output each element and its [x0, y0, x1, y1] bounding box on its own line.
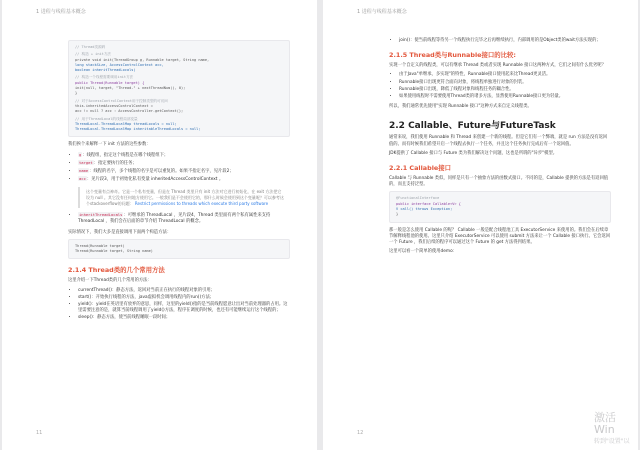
list-item: • yield()：yield在英语里有放弃的意思，同样，这里的yield()指的是当前线程愿意让出对当前处理器的占用。这里需要注意的是，就算当前线程调用了yield()方法，程序在调度的时候，也还有可能继续运行这个线程的；: [78, 302, 290, 314]
code-line: init(null, target, "Thread-" + nextThreadNum(), 0);: [75, 86, 186, 91]
left-page: [2, 0, 317, 450]
code-line: private void init(ThreadGroup g, Runnable target, String name,: [75, 57, 210, 62]
right-page-content: [389, 36, 611, 258]
thread-source-code-block: [68, 40, 290, 137]
callable-paragraph-4: 那一般是怎么使用 Callable 的呢？ Callable 一般是配合线程池工具 ExecutorService 来使用的。我们会在后续章节解释线程池的使用。这里只介绍 ExecutorService 可以使用 submit 方法来让一个 Callable 接口执行。它会返回一个 Future ，我们后续的程序可以通过这个 Future 的 get 方法得到结果。: [389, 227, 611, 246]
code-line: Thread(Runnable target): [75, 243, 125, 248]
callable-paragraph-5: 这里可以看一个简单的使用demo：: [389, 249, 458, 255]
inline-code: inheritThreadLocals: [79, 212, 123, 218]
right-page-header: 1 进程与线程基本概念: [357, 9, 407, 15]
join-list: [389, 38, 611, 44]
left-page-header: 1 进程与线程基本概念: [36, 9, 86, 15]
init-params-list: [68, 152, 290, 184]
code-line: }: [396, 212, 399, 217]
list-item: • 由于Java"单继承，多实现"的特性，Runnable接口使用起来比Thread更灵活。: [399, 72, 611, 78]
list-item-text: ：可继承的 ThreadLocal ，见片段4，Thread 类里面有两个私有属性来支持 ThreadLocal ，我们会在后面的章节介绍 ThreadLocal 的概念。: [78, 213, 271, 225]
section-heading-2-1-5: 2.1.5 Thread类与Runnable接口的比较:: [389, 51, 516, 60]
inline-code: g: [79, 151, 82, 157]
list-item: [78, 160, 290, 167]
list-item-text: ：见片段3，用于初始化私有变量 inheritedAccessControlContext 。: [86, 177, 224, 183]
code-line: // 对于AccessControlContext用于控制类型的可访问: [75, 98, 168, 103]
right-page: [323, 0, 638, 450]
list-item: [78, 152, 290, 159]
list-item: [78, 212, 290, 225]
list-item: • sleep()：静态方法，使当前线程睡眠一段时间；: [78, 315, 290, 321]
inline-code: acc: [79, 176, 86, 182]
callable-paragraph-1: 通常来说，我们使用 Runnable 和 Thread 来创建一个新的线程。但是它们有一个弊端，就是 run 方法是没有返回值的。而有时候我们希望开启一个线程去执行一个任务，并且这个任务执行完成后有一个返回值。: [389, 135, 608, 147]
callable-code-block: [389, 191, 611, 222]
acc-blockquote: [78, 187, 290, 208]
code-line: V call() throws Exception;: [396, 207, 453, 212]
left-page-content: [68, 40, 290, 326]
list-item-text: ：指定要执行的任务；: [93, 160, 137, 166]
right-page-number: 12: [357, 430, 364, 436]
init-params-intro: 我们挨个来解释一下 init 方法的这些参数：: [68, 142, 151, 148]
code-line: ThreadLocal.ThreadLocalMap threadLocals = null;: [75, 121, 177, 126]
list-item: [78, 168, 290, 175]
code-line: ThreadLocal.ThreadLocalMap inheritableThreadLocals = null;: [75, 127, 201, 132]
methods-intro: 这里介绍一下Thread类的几个常用的方法：: [68, 278, 152, 284]
methods-list: [68, 288, 290, 322]
watermark-line-1: 激活 Win: [594, 411, 616, 436]
activation-watermark: [594, 412, 640, 448]
list-item: • join()：使当前线程等待另一个线程执行完毕之后再继续执行，内部调用的是Object类的wait方法实现的；: [399, 38, 611, 44]
blockquote-text: 这个变量有点神奇。它是一个私有变量，但是在 Thread 类里只有 init 方法对它进行初始化，在 exit 方法把它设为 null 。其它没有任何地方使用它。一般我们是不会使用它的，那什么时候会使用到这个变量呢？可以参考这个stackoverflow的问题：: [86, 189, 284, 206]
compare-list: [389, 72, 611, 100]
section-heading-2-2: 2.2 Callable、Future与FutureTask: [389, 121, 556, 132]
inline-code: name: [79, 168, 89, 174]
code-line: acc != null ? acc : AccessController.getContext();: [75, 109, 184, 114]
code-line: public interface Callable<V> {: [396, 201, 461, 206]
list-item: • Runnable接口出现更符合面向对象，将线程单独进行对象的封装。: [399, 80, 611, 86]
list-item: [78, 176, 290, 183]
watermark-line-2: 转到"设置"以: [594, 438, 630, 445]
init-params-list-cont: [68, 212, 290, 225]
stackoverflow-link[interactable]: Restrict permissions to threads which execute third party software: [134, 200, 269, 206]
section-heading-2-1-4: 2.1.4 Thread类的几个常用方法: [68, 266, 165, 275]
list-item-text: ：线程组，指定这个线程是在哪个线程组下；: [82, 152, 169, 158]
list-item: • currentThread()：静态方法，返回对当前正在执行的线程对象的引用；: [78, 288, 290, 294]
code-line: // 构造 + init方法: [75, 52, 112, 57]
compare-intro: 实现一个自定义的线程类，可以有继承 Thread 类或者实现 Runnable 接口这两种方式，它们之间有什么优劣呢？: [389, 63, 606, 69]
code-line: @FunctionalInterface: [396, 196, 440, 201]
code-line: Thread(Runnable target, String name): [75, 249, 153, 254]
left-page-number: 11: [36, 430, 43, 436]
code-line: // 构造一个线程需要调用init方法: [75, 75, 134, 80]
compare-outro: 所以，我们通常优先使用"实现 Runnable 接口"这种方式来自定义线程类。: [389, 104, 532, 110]
code-line: public Thread(Runnable target) {: [75, 80, 145, 85]
list-item-text: ：线程的名字，多个线程的名字是可以重复的。如果不指定名字，见片段2；: [89, 169, 234, 175]
list-item: • 如果使用线程时不需要使用Thread类的诸多方法，显然使用Runnable接口更为轻量。: [399, 94, 611, 100]
code-line: boolean inheritThreadLocals): [75, 68, 136, 73]
constructor-code-block: [68, 239, 290, 260]
code-line: }: [75, 91, 78, 96]
callable-paragraph-3: Callable 与 Runnable 类似，同样是只有一个抽象方法的函数式接口。不同的是，Callable 提供的方法是有返回值的，而且支持泛型。: [389, 176, 609, 188]
callable-paragraph-2: JDK提供了 Callable 接口与 Future 类为我们解决这个问题，这也是所谓的"异步"模型。: [389, 150, 558, 156]
code-line: // Thread类源码: [75, 45, 106, 49]
list-item: • Runnable接口出现，降低了线程对象和线程任务的耦合性。: [399, 87, 611, 93]
list-item: • start()：开始执行线程的方法，java虚拟机会调用线程内的run()方法；: [78, 295, 290, 301]
code-line: // 用于ThreadLocal的线程局部变量: [75, 116, 138, 121]
inline-code: target: [79, 159, 93, 165]
ctor-intro: 实际情况下，我们大多是直接调用下面两个构造方法：: [68, 229, 172, 235]
section-heading-2-2-1: 2.2.1 Callable接口: [389, 164, 451, 173]
code-line: long stackSize, AccessControlContext acc,: [75, 62, 164, 67]
code-line: this.inheritedAccessControlContext =: [75, 103, 153, 108]
